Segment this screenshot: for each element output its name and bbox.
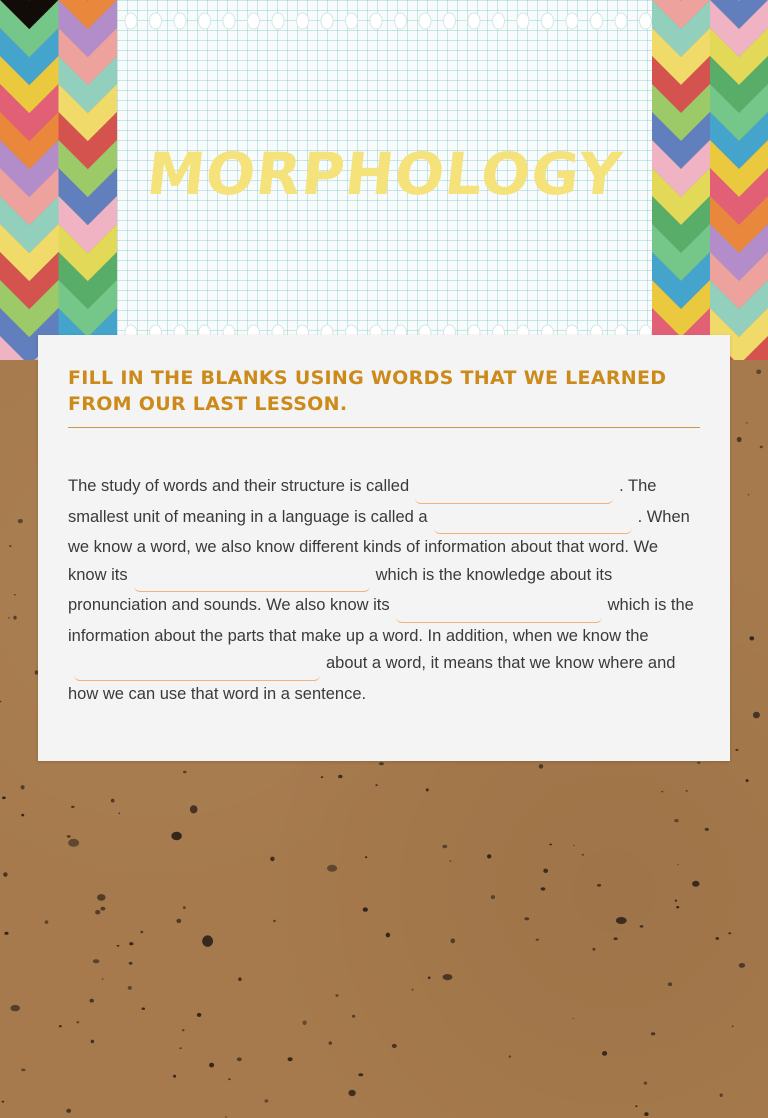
passage-segment: The study of words and their structure is called [68, 477, 410, 495]
instructions-heading: FILL IN THE BLANKS USING WORDS THAT WE LEARNED FROM OUR LAST LESSON. [68, 367, 667, 415]
binder-holes-top [117, 12, 652, 30]
page-title: MORPHOLOGY [143, 140, 626, 208]
divider-line [68, 427, 700, 428]
header-band [0, 0, 768, 360]
chevron-pattern-right [652, 0, 768, 360]
passage-segment: about a word, it means that we know where and how we can use that word in a sentence. [68, 654, 676, 703]
passage-segment: which is the knowledge about its pronunciation and sounds. We also know its [68, 565, 613, 614]
worksheet-card [38, 335, 730, 761]
blank-input-5[interactable] [74, 660, 320, 681]
blank-input-4[interactable] [396, 602, 602, 623]
blank-input-3[interactable] [134, 571, 370, 592]
blank-input-2[interactable] [434, 513, 632, 534]
passage-text [68, 473, 700, 708]
chevron-pattern-left [0, 0, 117, 360]
passage-segment: which is the information about the parts that make up a word. In addition, when we know the [68, 596, 694, 645]
blank-input-1[interactable] [415, 483, 613, 504]
passage-segment: . When we know a word, we also know different kinds of information about that word. We know its [68, 507, 690, 584]
passage-segment: . The smallest unit of meaning in a language is called a [68, 477, 657, 526]
